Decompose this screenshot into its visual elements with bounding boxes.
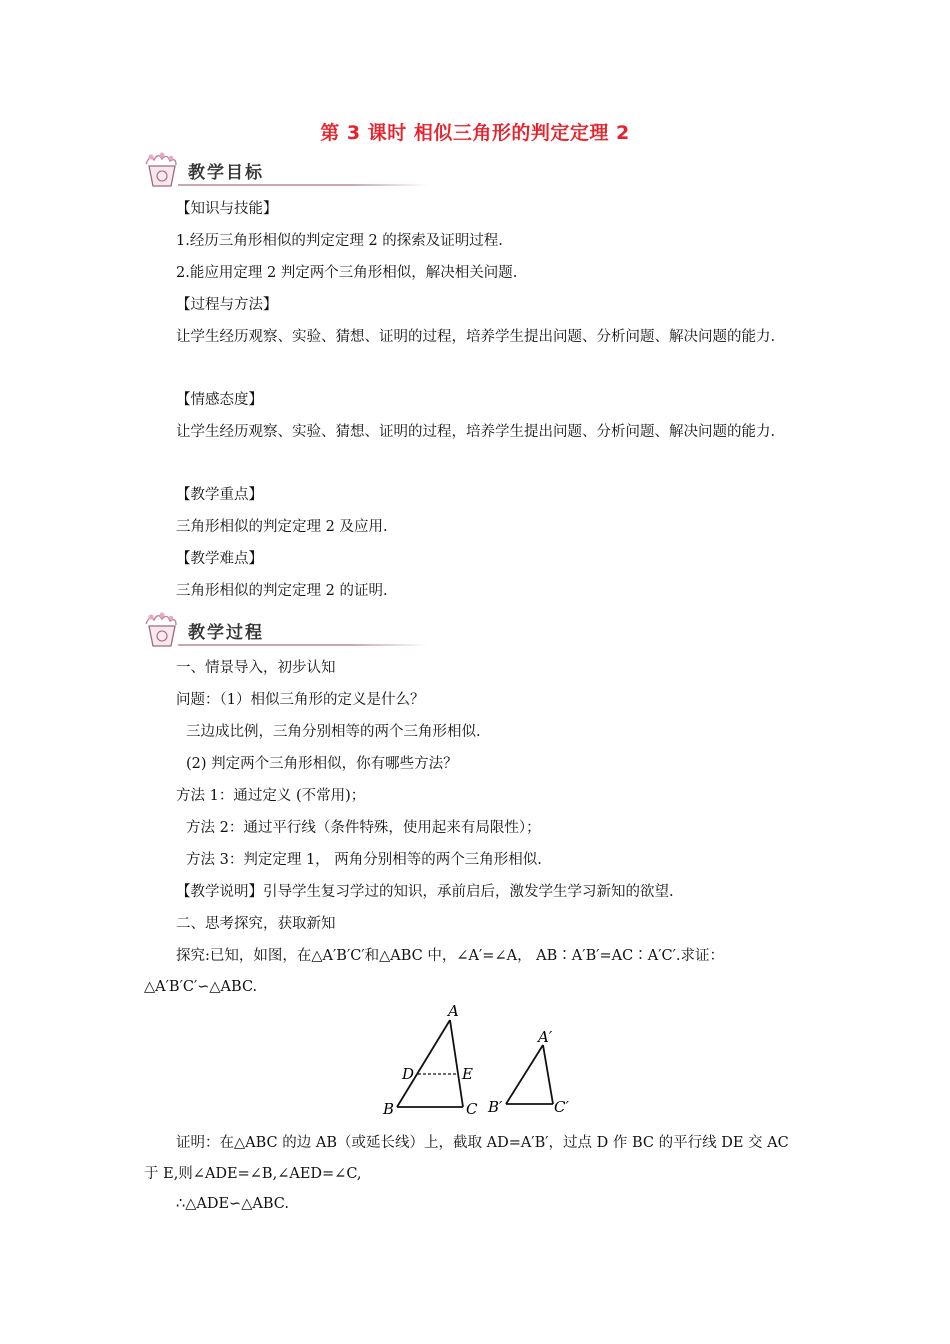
label-b: B: [383, 1100, 395, 1118]
method-1: 方法 1：通过定义 (不常用)；: [176, 788, 366, 804]
edge-ab: [397, 1020, 450, 1107]
label-d: D: [402, 1065, 415, 1083]
part2-head: 二、思考探究，获取新知: [176, 916, 336, 932]
proof-conclusion: ∴△ADE∽△ABC.: [176, 1196, 289, 1212]
label-a: A: [448, 1002, 459, 1020]
triangle-figure: [378, 1000, 578, 1125]
method-3: 方法 3：判定定理 1， 两角分别相等的两个三角形相似.: [186, 852, 542, 868]
knowledge-item-2: 2.能应用定理 2 判定两个三角形相似，解决相关问题.: [176, 265, 518, 281]
question-1: 问题：（1）相似三角形的定义是什么？: [176, 692, 425, 708]
teaching-note: 【教学说明】引导学生复习学过的知识，承前启后，激发学生学习新知的欲望.: [176, 884, 674, 900]
process-head: 【过程与方法】: [176, 297, 278, 313]
emotion-head: 【情感态度】: [176, 392, 263, 408]
difficulty-text: 三角形相似的判定定理 2 的证明.: [176, 583, 388, 599]
method-2: 方法 2：通过平行线（条件特殊，使用起来有局限性）；: [186, 820, 541, 836]
label-e: E: [462, 1065, 473, 1083]
proof-text: 证明：在△ABC 的边 AB（或延长线）上，截取 AD=A′B′，过点 D 作 BC 的平行线 DE 交 AC 于 E,则∠ADE=∠B,∠AED=∠C,: [144, 1135, 789, 1182]
page-title: 第 3 课时 相似三角形的判定定理 2: [320, 122, 630, 144]
label-c-prime: C′: [554, 1098, 569, 1116]
question-2: (2) 判定两个三角形相似，你有哪些方法？: [186, 756, 458, 772]
section-process-label: 教学过程: [188, 623, 264, 643]
section-goals-label: 教学目标: [188, 163, 264, 183]
label-c: C: [466, 1100, 478, 1118]
knowledge-head: 【知识与技能】: [176, 201, 278, 217]
section-underline: [178, 644, 428, 646]
edge-a2c2: [543, 1045, 553, 1104]
edge-ac: [450, 1020, 463, 1107]
label-b-prime: B′: [488, 1098, 503, 1116]
section-header-goals: [140, 150, 300, 190]
part1-head: 一、情景导入，初步认知: [176, 660, 336, 676]
key-text: 三角形相似的判定定理 2 及应用.: [176, 519, 388, 535]
process-text: 让学生经历观察、实验、猜想、证明的过程，培养学生提出问题、分析问题、解决问题的能力.: [176, 329, 776, 345]
label-a-prime: A′: [538, 1028, 553, 1046]
edge-a2b2: [506, 1045, 543, 1104]
section-header-process: [140, 610, 300, 650]
section-underline: [178, 184, 428, 186]
key-head: 【教学重点】: [176, 487, 263, 503]
explore-text: 探究:已知，如图，在△A′B′C′和△ABC 中，∠A′=∠A， AB∶A′B′=AC∶A′C′.求证： △A′B′C′∽△ABC.: [144, 948, 724, 995]
knowledge-item-1: 1.经历三角形相似的判定定理 2 的探索及证明过程.: [176, 233, 503, 249]
emotion-text: 让学生经历观察、实验、猜想、证明的过程，培养学生提出问题、分析问题、解决问题的能力.: [176, 424, 776, 440]
answer-1: 三边成比例，三角分别相等的两个三角形相似.: [186, 724, 481, 740]
difficulty-head: 【教学难点】: [176, 551, 263, 567]
